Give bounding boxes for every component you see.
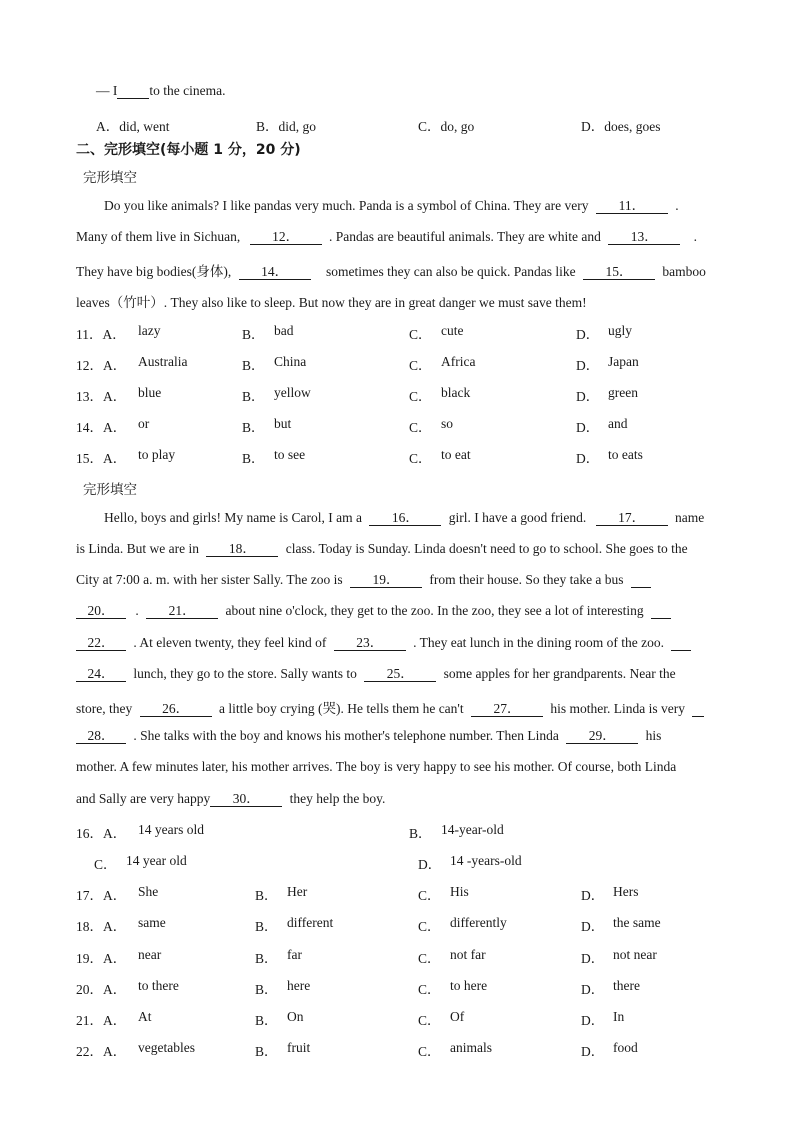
option-c-label: C．	[409, 358, 432, 373]
option-d: In	[613, 1009, 625, 1024]
passage2-line-10	[76, 791, 385, 807]
blank-25: 25．	[364, 667, 436, 682]
blank-26: 26．	[140, 702, 212, 717]
option-b-label: B．	[242, 389, 265, 404]
text: store, they	[76, 701, 133, 716]
option-c: not far	[450, 947, 486, 962]
option-c-label: C．	[418, 1044, 441, 1059]
blank-23: 23．	[334, 636, 406, 651]
option-c: black	[441, 385, 471, 400]
answer-blank	[117, 84, 149, 99]
blank-17: 17．	[596, 511, 668, 526]
blank-20: 20．	[76, 604, 126, 619]
passage2-line-7	[76, 697, 704, 717]
blank-16: 16．	[369, 511, 441, 526]
text: .	[693, 229, 698, 244]
text: .	[135, 603, 139, 618]
text: lunch, they go to the store. Sally wants to	[133, 666, 357, 681]
blank-11: 11．	[596, 199, 668, 214]
blank-27: 27．	[471, 702, 543, 717]
option-a: A．did, went	[96, 119, 170, 134]
option-b-label: B．	[242, 451, 265, 466]
option-c: animals	[450, 1040, 492, 1055]
option-c: 14 year old	[126, 853, 187, 868]
question-number: 11．A．	[76, 327, 126, 342]
option-a: vegetables	[138, 1040, 195, 1055]
question-number: 18．A．	[76, 919, 127, 934]
passage-subheading: 完形填空	[83, 482, 137, 498]
text: bamboo	[662, 264, 706, 279]
text: Hello, boys and girls! My name is Carol, I am a	[104, 510, 362, 525]
blank-28: 28．	[76, 729, 126, 744]
question-number: 12．A．	[76, 358, 127, 373]
option-b: On	[287, 1009, 304, 1024]
option-c: differently	[450, 915, 507, 930]
text: from their house. So they take a bus	[429, 572, 624, 587]
text: class. Today is Sunday. Linda doesn't need to go to school. She goes to the	[285, 541, 688, 556]
option-d-label: D．	[581, 1013, 605, 1028]
option-b-label: B．	[409, 826, 432, 841]
option-b: here	[287, 978, 311, 993]
text: . She talks with the boy and knows his mother's telephone number. Then Linda	[133, 728, 559, 743]
option-d: there	[613, 978, 640, 993]
text: .	[675, 198, 679, 213]
dialogue-text-end: to the cinema.	[149, 83, 226, 98]
option-a: blue	[138, 385, 162, 400]
option-b-label: B．	[242, 327, 265, 342]
passage2-line-3	[76, 572, 651, 588]
passage2-line-2	[76, 541, 688, 557]
question-number: 20．A．	[76, 982, 127, 997]
option-c: to eat	[441, 447, 471, 462]
option-b-label: B．	[255, 919, 278, 934]
option-d-label: D．	[581, 888, 605, 903]
option-a: 14 years old	[138, 822, 204, 837]
text: They have big bodies(身体),	[76, 264, 232, 279]
option-d: to eats	[608, 447, 643, 462]
text: name	[675, 510, 705, 525]
option-b: different	[287, 915, 334, 930]
option-b-label: B．	[255, 1044, 278, 1059]
option-d-label: D．	[581, 982, 605, 997]
option-b: 14-year-old	[441, 822, 504, 837]
option-b-label: B．	[255, 1013, 278, 1028]
option-d-label: D．	[418, 857, 442, 872]
option-d: Hers	[613, 884, 639, 899]
passage2-line-8	[76, 728, 661, 744]
option-d: and	[608, 416, 628, 431]
blank-28-start	[692, 702, 704, 717]
option-c-label: C．	[418, 982, 441, 997]
blank-13: 13．	[608, 230, 680, 245]
option-d: food	[613, 1040, 638, 1055]
blank-22-start	[651, 604, 671, 619]
option-a: near	[138, 947, 162, 962]
text: . Pandas are beautiful animals. They are white and	[328, 229, 601, 244]
option-c: cute	[441, 323, 464, 338]
question-number: 16．A．	[76, 826, 127, 841]
option-c-label: C．	[418, 919, 441, 934]
text: a little boy crying (哭). He tells them he can't	[219, 701, 464, 716]
option-d: the same	[613, 915, 661, 930]
option-b-label: B．	[255, 888, 278, 903]
text: they help the boy.	[289, 791, 386, 806]
question-number: 21．A．	[76, 1013, 127, 1028]
text: about nine o'clock, they get to the zoo. In the zoo, they see a lot of interesting	[225, 603, 644, 618]
passage2-line-9: mother. A few minutes later, his mother arrives. The boy is very happy to see his mother. Of course, both Linda	[76, 759, 677, 774]
option-b: Her	[287, 884, 308, 899]
passage2-line-6	[76, 666, 676, 682]
option-d: Japan	[608, 354, 639, 369]
option-d: ugly	[608, 323, 633, 338]
option-c: so	[441, 416, 454, 431]
passage2-line-4	[76, 603, 671, 619]
blank-20-start	[631, 573, 651, 588]
option-a: to there	[138, 978, 179, 993]
dialogue-text-start: — I	[96, 83, 118, 98]
blank-18: 18．	[206, 542, 278, 557]
option-c-label: C．	[94, 857, 117, 872]
text: . They eat lunch in the dining room of the zoo.	[413, 635, 665, 650]
option-c: to here	[450, 978, 488, 993]
option-d-label: D．	[581, 919, 605, 934]
option-b-label: B．	[255, 951, 278, 966]
option-d-label: D．	[581, 951, 605, 966]
text: sometimes they can also be quick. Pandas like	[325, 264, 576, 279]
option-d-label: D．	[576, 327, 600, 342]
passage1-line-1	[104, 198, 679, 214]
option-c: C．do, go	[418, 119, 475, 134]
passage1-line-4: leaves（竹叶）. They also like to sleep. But now they are in great danger we must save them!	[76, 295, 587, 310]
option-b: yellow	[274, 385, 311, 400]
option-b: fruit	[287, 1040, 311, 1055]
option-a: same	[138, 915, 166, 930]
blank-22: 22．	[76, 636, 126, 651]
blank-24-start	[671, 636, 691, 651]
text: girl. I have a good friend.	[448, 510, 587, 525]
option-b: but	[274, 416, 292, 431]
text: some apples for her grandparents. Near the	[443, 666, 676, 681]
text: City at 7:00 a. m. with her sister Sally. The zoo is	[76, 572, 343, 587]
passage1-line-2	[76, 229, 697, 245]
option-b: bad	[274, 323, 294, 338]
blank-12: 12．	[250, 230, 322, 245]
option-c-label: C．	[409, 420, 432, 435]
option-c: Of	[450, 1009, 465, 1024]
option-b: B．did, go	[256, 119, 317, 134]
passage2-line-5	[76, 635, 691, 651]
option-d-label: D．	[576, 389, 600, 404]
question-number: 22．A．	[76, 1044, 127, 1059]
dialogue-line	[96, 83, 225, 99]
text: and Sally are very happy	[76, 791, 211, 806]
option-b-label: B．	[255, 982, 278, 997]
option-c-label: C．	[418, 951, 441, 966]
option-a: lazy	[138, 323, 161, 338]
question-number: 17．A．	[76, 888, 127, 903]
blank-15: 15．	[583, 265, 655, 280]
text: . At eleven twenty, they feel kind of	[133, 635, 327, 650]
blank-21: 21．	[146, 604, 218, 619]
blank-24: 24．	[76, 667, 126, 682]
blank-14: 14．	[239, 265, 311, 280]
option-a: Australia	[138, 354, 188, 369]
option-c-label: C．	[409, 451, 432, 466]
passage1-line-3	[76, 260, 706, 280]
question-number: 13．A．	[76, 389, 127, 404]
option-a: She	[138, 884, 159, 899]
passage-subheading: 完形填空	[83, 170, 137, 186]
option-d: not near	[613, 947, 657, 962]
text: is Linda. But we are in	[76, 541, 199, 556]
text: his	[645, 728, 662, 743]
option-b-label: B．	[242, 420, 265, 435]
question-number: 19．A．	[76, 951, 127, 966]
option-b: far	[287, 947, 302, 962]
option-c: His	[450, 884, 469, 899]
option-b-label: B．	[242, 358, 265, 373]
option-d-label: D．	[576, 358, 600, 373]
blank-29: 29．	[566, 729, 638, 744]
option-b: to see	[274, 447, 306, 462]
blank-19: 19．	[350, 573, 422, 588]
option-c-label: C．	[409, 389, 432, 404]
option-c-label: C．	[418, 888, 441, 903]
option-c: Africa	[441, 354, 476, 369]
option-a: to play	[138, 447, 176, 462]
question-number: 14．A．	[76, 420, 127, 435]
option-b: China	[274, 354, 307, 369]
option-a: At	[138, 1009, 152, 1024]
option-a: or	[138, 416, 150, 431]
text: his mother. Linda is very	[550, 701, 685, 716]
blank-30: 30．	[210, 792, 282, 807]
option-d: D．does, goes	[581, 119, 661, 134]
option-c-label: C．	[409, 327, 432, 342]
option-c-label: C．	[418, 1013, 441, 1028]
option-d-label: D．	[576, 451, 600, 466]
option-d-label: D．	[576, 420, 600, 435]
option-d: green	[608, 385, 638, 400]
text: Do you like animals? I like pandas very much. Panda is a symbol of China. They are very	[104, 198, 589, 213]
passage2-line-1	[104, 510, 704, 526]
question-number: 15．A．	[76, 451, 127, 466]
option-d-label: D．	[581, 1044, 605, 1059]
section-heading: 二、完形填空(每小题 1 分，20 分)	[76, 142, 301, 158]
text: Many of them live in Sichuan,	[76, 229, 241, 244]
option-d: 14 -years-old	[450, 853, 522, 868]
